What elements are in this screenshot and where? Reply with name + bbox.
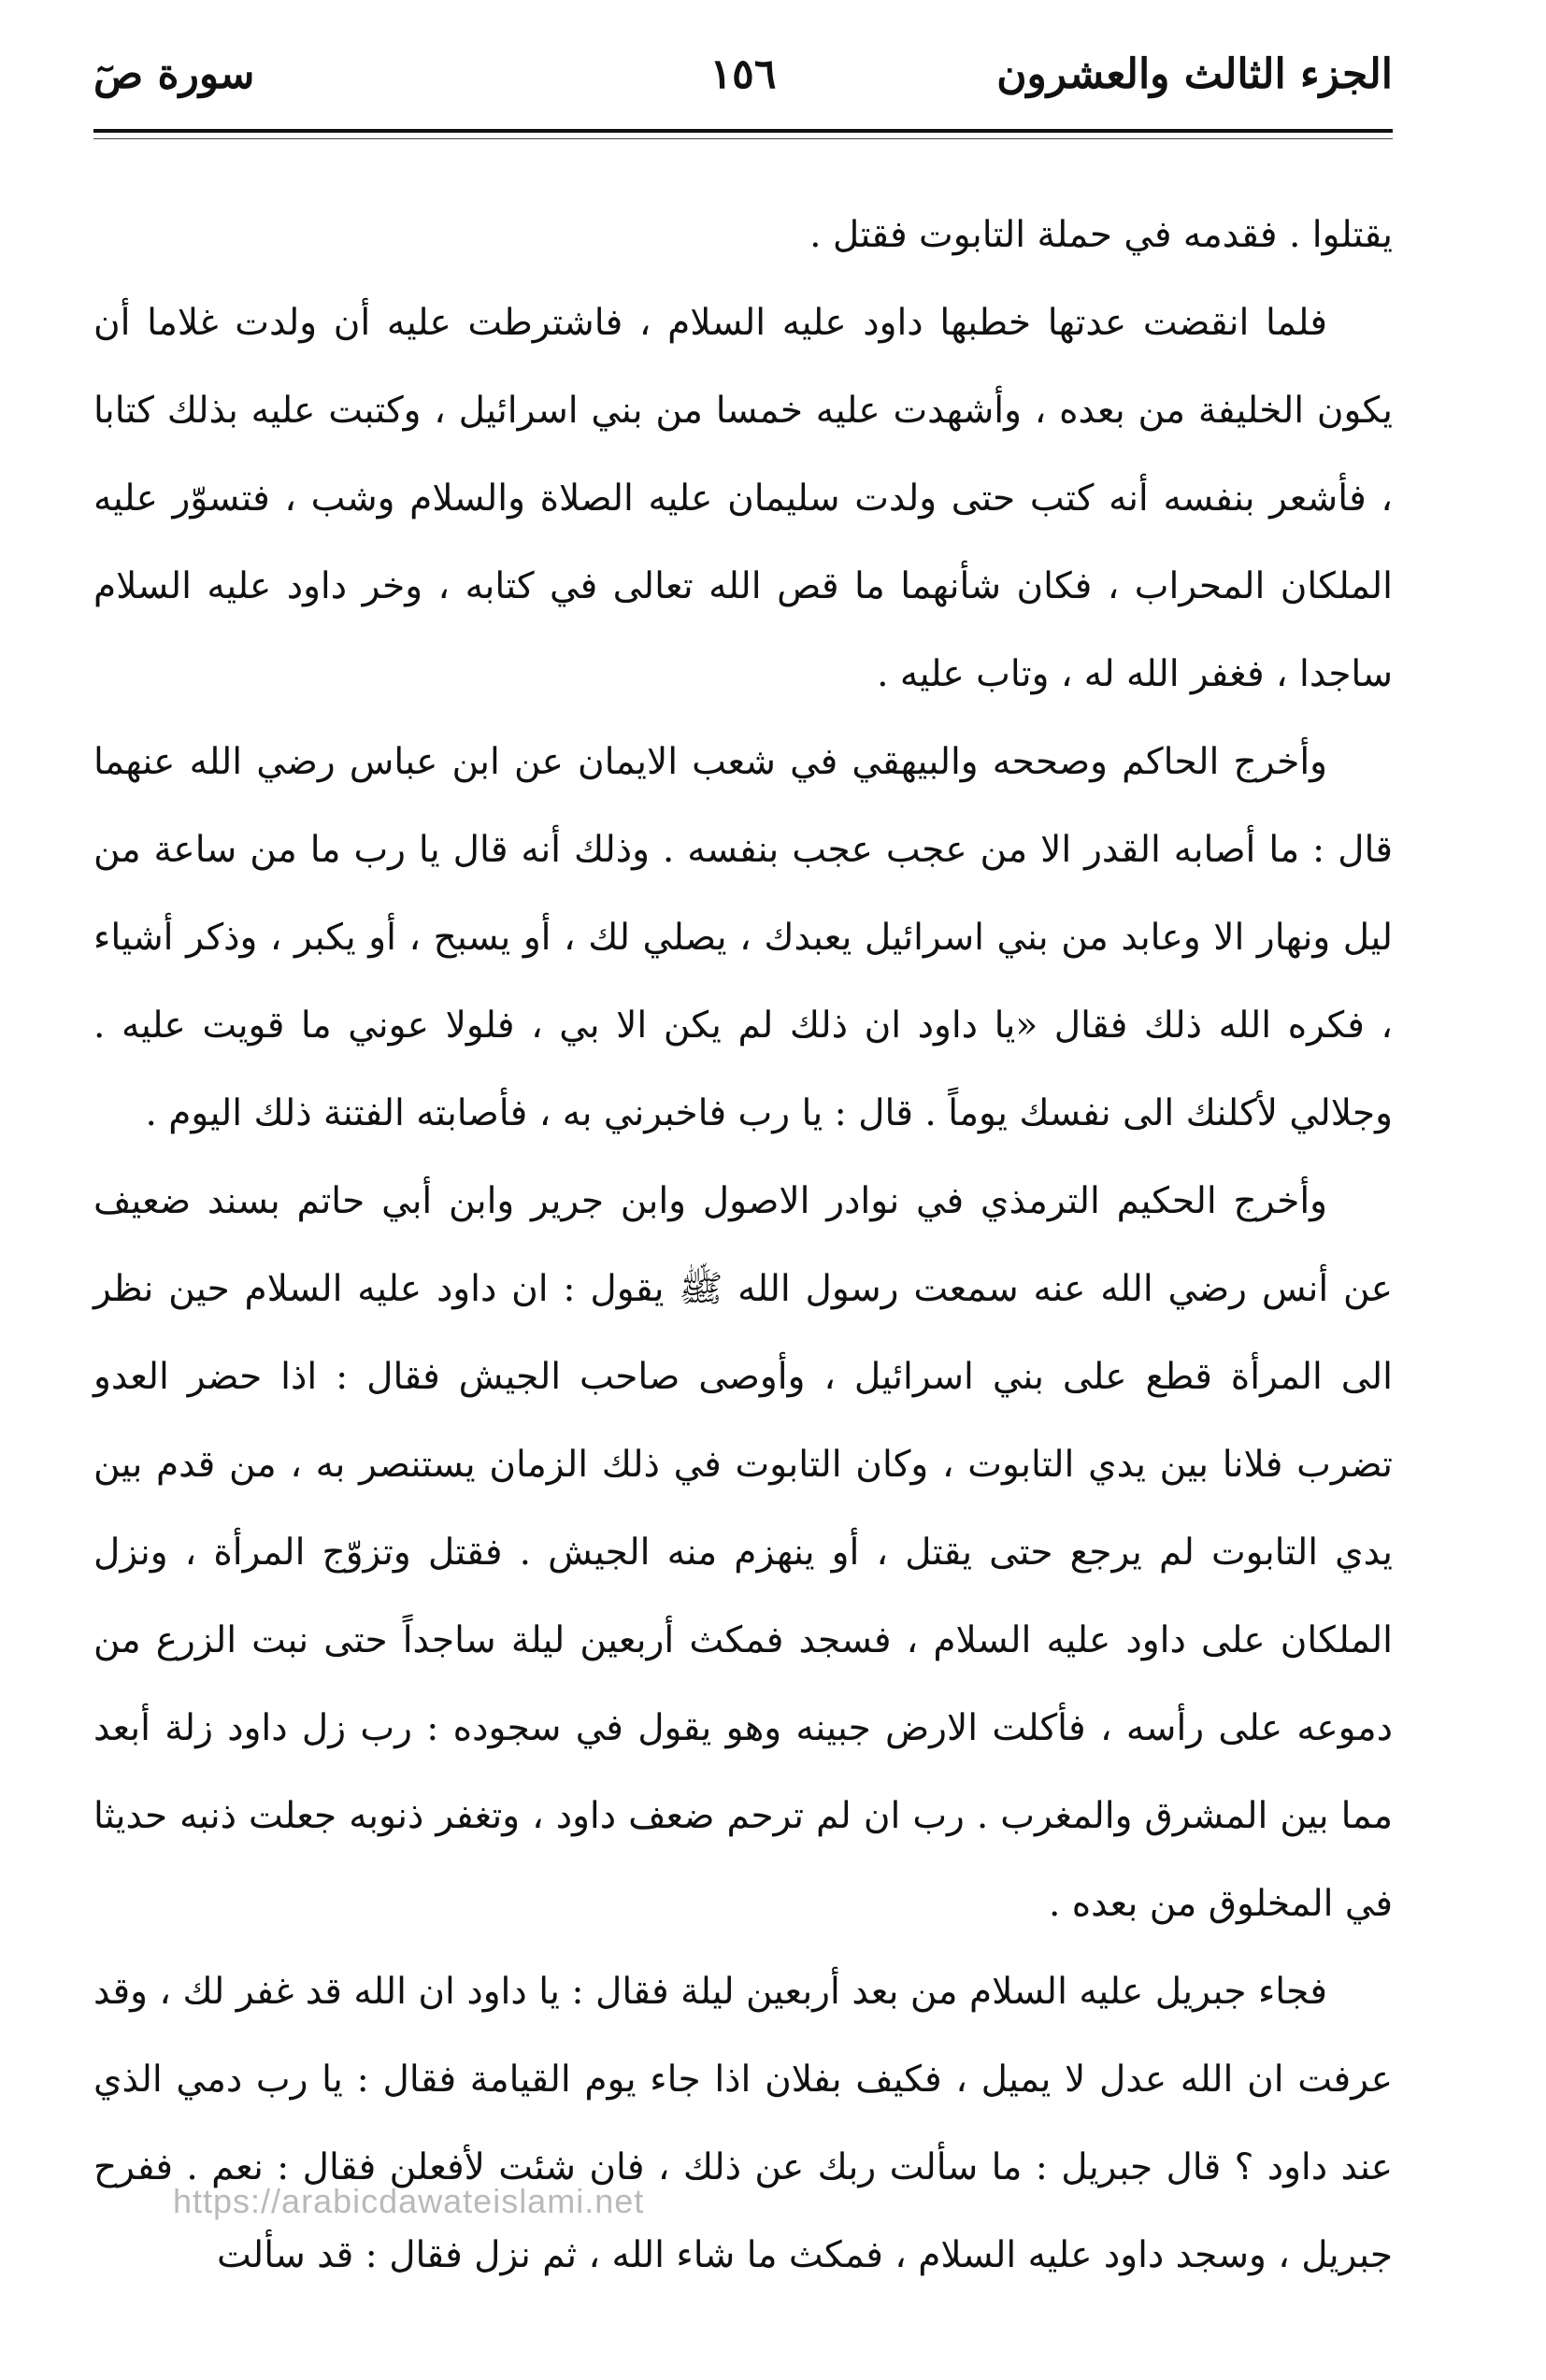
paragraph: وأخرج الحكيم الترمذي في نوادر الاصول وابن جرير وابن أبي حاتم بسند ضعيف عن أنس رضي الله عنه سمعت رسول الله ﷺ يقول : ان داود عليه السلام حين نظر الى المرأة قطع على بني اسرائيل ، وأوصى صاحب الجيش فقال : اذا حضر العدو تضرب فلانا بين يدي التابوت ، وكان التابوت في ذلك الزمان يستنصر به ، من قدم بين يدي التابوت لم يرجع حتى يقتل ، أو ينهزم منه الجيش . فقتل وتزوّج المرأة ، ونزل الملكان على داود عليه السلام ، فسجد فمكث أربعين ليلة ساجداً حتى نبت الزرع من دموعه على رأسه ، فأكلت الارض جبينه وهو يقول في سجوده : رب زل داود زلة أبعد مما بين المشرق والمغرب . رب ان لم ترحم ضعف داود ، وتغفر ذنوبه جعلت ذنبه حديثا في المخلوق من بعده . [93,1180,1393,1925]
watermark-url: https://arabicdawateislami.net [173,2182,645,2220]
paragraph: وأخرج الحاكم وصححه والبيهقي في شعب الايمان عن ابن عباس رضي الله عنهما قال : ما أصابه القدر الا من عجب عجب بنفسه . وذلك أنه قال يا رب ما من ساعة من ليل ونهار الا وعابد من بني اسرائيل يعبدك ، يصلي لك ، أو يسبح ، أو يكبر ، وذكر أشياء ، فكره الله ذلك فقال «يا داود ان ذلك لم يكن الا بي ، فلولا عوني ما قويت عليه . وجلالي لأكلنك الى نفسك يوماً . قال : يا رب فاخبرني به ، فأصابته الفتنة ذلك اليوم . [93,741,1393,1134]
header-rule-thin [93,138,1393,139]
paragraph: فلما انقضت عدتها خطبها داود عليه السلام ، فاشترطت عليه أن ولدت غلاما أن يكون الخليفة من بعده ، وأشهدت عليه خمسا من بني اسرائيل ، وكتبت عليه بذلك كتابا ، فأشعر بنفسه أنه كتب حتى ولدت سليمان عليه الصلاة والسلام وشب ، فتسوّر عليه الملكان المحراب ، فكان شأنهما ما قص الله تعالى في كتابه ، وخر داود عليه السلام ساجدا ، فغفر الله له ، وتاب عليه . [93,302,1393,695]
body-text [93,192,1393,2300]
part-title: الجزء الثالث والعشرون [996,50,1393,98]
header-rule-thick [93,129,1393,133]
page-header [93,37,1393,121]
paragraph: يقتلوا . فقدمه في حملة التابوت فقتل . [809,214,1393,256]
surah-title: سورة صٓ [93,50,255,98]
page-number: ١٥٦ [709,50,777,98]
paragraph: فجاء جبريل عليه السلام من بعد أربعين ليلة فقال : يا داود ان الله قد غفر لك ، وقد عرفت ان الله عدل لا يميل ، فكيف بفلان اذا جاء يوم القيامة فقال : يا رب دمي الذي عند داود ؟ قال جبريل : ما سألت ربك عن ذلك ، فان شئت لأفعلن فقال : نعم . ففرح جبريل ، وسجد داود عليه السلام ، فمكث ما شاء الله ، ثم نزل فقال : قد سألت [93,1971,1393,2276]
